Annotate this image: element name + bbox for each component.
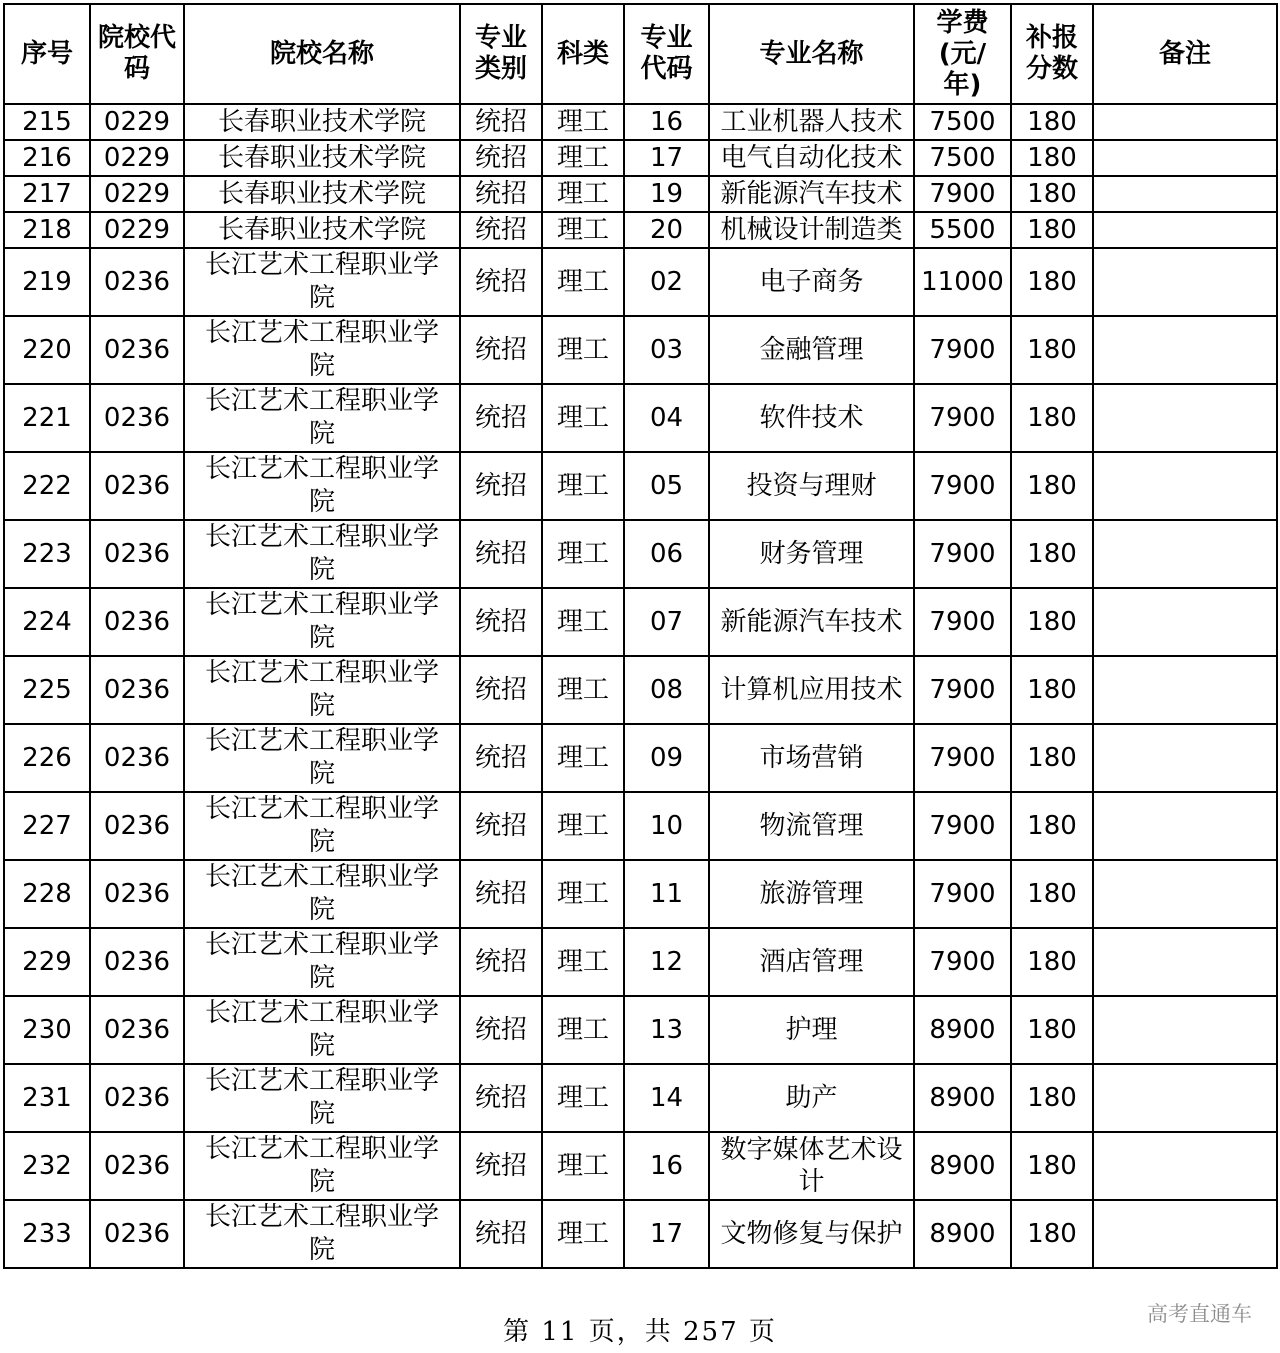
cell-major-name: 新能源汽车技术 (709, 588, 914, 656)
cell-major-code: 16 (624, 1132, 709, 1200)
cell-school-code: 0236 (90, 656, 184, 724)
header-subject: 科类 (542, 4, 624, 104)
cell-score: 180 (1011, 588, 1093, 656)
table-row (4, 104, 1277, 140)
cell-tuition: 7900 (914, 588, 1011, 656)
cell-remark (1093, 248, 1277, 316)
cell-major-code: 02 (624, 248, 709, 316)
cell-school-name: 长江艺术工程职业学院 (184, 860, 460, 928)
cell-tuition: 7500 (914, 104, 1011, 140)
cell-subject: 理工 (542, 860, 624, 928)
table-row (4, 1064, 1277, 1132)
table-row (4, 860, 1277, 928)
cell-major-category: 统招 (460, 928, 542, 996)
cell-school-name: 长江艺术工程职业学院 (184, 1132, 460, 1200)
table-row (4, 792, 1277, 860)
cell-seq: 227 (4, 792, 90, 860)
table-row (4, 384, 1277, 452)
cell-major-category: 统招 (460, 588, 542, 656)
cell-seq: 232 (4, 1132, 90, 1200)
cell-major-category: 统招 (460, 996, 542, 1064)
cell-seq: 216 (4, 140, 90, 176)
cell-school-name: 长江艺术工程职业学院 (184, 452, 460, 520)
cell-school-name: 长江艺术工程职业学院 (184, 588, 460, 656)
cell-major-category: 统招 (460, 176, 542, 212)
admissions-table-wrapper (3, 3, 1278, 1269)
cell-school-code: 0236 (90, 996, 184, 1064)
cell-major-code: 07 (624, 588, 709, 656)
cell-major-category: 统招 (460, 1200, 542, 1268)
cell-seq: 231 (4, 1064, 90, 1132)
cell-major-code: 13 (624, 996, 709, 1064)
header-row (4, 4, 1277, 104)
table-row (4, 1200, 1277, 1268)
cell-tuition: 7900 (914, 316, 1011, 384)
cell-score: 180 (1011, 452, 1093, 520)
cell-school-code: 0236 (90, 248, 184, 316)
cell-seq: 229 (4, 928, 90, 996)
cell-score: 180 (1011, 656, 1093, 724)
cell-major-code: 11 (624, 860, 709, 928)
cell-major-name: 酒店管理 (709, 928, 914, 996)
cell-subject: 理工 (542, 1132, 624, 1200)
cell-remark (1093, 140, 1277, 176)
cell-school-name: 长春职业技术学院 (184, 140, 460, 176)
cell-remark (1093, 520, 1277, 588)
cell-subject: 理工 (542, 212, 624, 248)
cell-major-code: 12 (624, 928, 709, 996)
cell-seq: 233 (4, 1200, 90, 1268)
cell-seq: 230 (4, 996, 90, 1064)
cell-tuition: 8900 (914, 1064, 1011, 1132)
cell-subject: 理工 (542, 724, 624, 792)
cell-score: 180 (1011, 792, 1093, 860)
cell-school-code: 0236 (90, 384, 184, 452)
cell-school-name: 长江艺术工程职业学院 (184, 792, 460, 860)
cell-remark (1093, 996, 1277, 1064)
cell-remark (1093, 1064, 1277, 1132)
cell-school-code: 0236 (90, 1132, 184, 1200)
header-tuition: 学费(元/年) (914, 4, 1011, 104)
cell-tuition: 7900 (914, 520, 1011, 588)
cell-tuition: 7900 (914, 656, 1011, 724)
cell-major-name: 机械设计制造类 (709, 212, 914, 248)
cell-major-code: 19 (624, 176, 709, 212)
cell-major-name: 投资与理财 (709, 452, 914, 520)
cell-school-name: 长江艺术工程职业学院 (184, 656, 460, 724)
cell-school-name: 长江艺术工程职业学院 (184, 316, 460, 384)
cell-seq: 225 (4, 656, 90, 724)
cell-tuition: 7900 (914, 724, 1011, 792)
cell-tuition: 7900 (914, 176, 1011, 212)
table-row (4, 1132, 1277, 1200)
table-row (4, 520, 1277, 588)
cell-major-code: 04 (624, 384, 709, 452)
cell-subject: 理工 (542, 1064, 624, 1132)
cell-school-name: 长江艺术工程职业学院 (184, 724, 460, 792)
table-row (4, 212, 1277, 248)
cell-major-name: 新能源汽车技术 (709, 176, 914, 212)
cell-major-category: 统招 (460, 520, 542, 588)
cell-seq: 217 (4, 176, 90, 212)
header-major-name: 专业名称 (709, 4, 914, 104)
cell-major-name: 计算机应用技术 (709, 656, 914, 724)
header-seq: 序号 (4, 4, 90, 104)
table-row (4, 248, 1277, 316)
header-major-code: 专业代码 (624, 4, 709, 104)
cell-major-code: 10 (624, 792, 709, 860)
cell-remark (1093, 104, 1277, 140)
cell-subject: 理工 (542, 1200, 624, 1268)
cell-seq: 224 (4, 588, 90, 656)
cell-remark (1093, 384, 1277, 452)
watermark-text: 高考直通车 (1147, 1302, 1252, 1326)
cell-major-category: 统招 (460, 656, 542, 724)
cell-major-name: 电气自动化技术 (709, 140, 914, 176)
cell-major-category: 统招 (460, 1064, 542, 1132)
table-row (4, 452, 1277, 520)
cell-major-code: 20 (624, 212, 709, 248)
cell-score: 180 (1011, 140, 1093, 176)
cell-major-name: 助产 (709, 1064, 914, 1132)
cell-school-code: 0229 (90, 212, 184, 248)
cell-major-name: 工业机器人技术 (709, 104, 914, 140)
cell-school-code: 0236 (90, 520, 184, 588)
cell-remark (1093, 176, 1277, 212)
cell-major-code: 05 (624, 452, 709, 520)
cell-subject: 理工 (542, 996, 624, 1064)
cell-score: 180 (1011, 724, 1093, 792)
cell-major-name: 物流管理 (709, 792, 914, 860)
cell-score: 180 (1011, 104, 1093, 140)
cell-tuition: 7900 (914, 860, 1011, 928)
cell-seq: 226 (4, 724, 90, 792)
cell-major-category: 统招 (460, 452, 542, 520)
cell-major-name: 财务管理 (709, 520, 914, 588)
cell-major-name: 市场营销 (709, 724, 914, 792)
cell-school-code: 0236 (90, 792, 184, 860)
cell-school-code: 0236 (90, 1200, 184, 1268)
cell-score: 180 (1011, 316, 1093, 384)
cell-school-code: 0229 (90, 140, 184, 176)
cell-seq: 221 (4, 384, 90, 452)
cell-school-code: 0236 (90, 452, 184, 520)
cell-subject: 理工 (542, 452, 624, 520)
cell-major-name: 数字媒体艺术设计 (709, 1132, 914, 1200)
cell-major-category: 统招 (460, 1132, 542, 1200)
cell-subject: 理工 (542, 176, 624, 212)
cell-school-code: 0236 (90, 316, 184, 384)
header-school-name: 院校名称 (184, 4, 460, 104)
table-row (4, 656, 1277, 724)
cell-school-name: 长江艺术工程职业学院 (184, 520, 460, 588)
cell-major-category: 统招 (460, 248, 542, 316)
cell-score: 180 (1011, 1132, 1093, 1200)
cell-subject: 理工 (542, 656, 624, 724)
cell-remark (1093, 212, 1277, 248)
cell-major-code: 16 (624, 104, 709, 140)
cell-subject: 理工 (542, 248, 624, 316)
cell-remark (1093, 316, 1277, 384)
table-row (4, 928, 1277, 996)
cell-score: 180 (1011, 860, 1093, 928)
cell-major-category: 统招 (460, 212, 542, 248)
cell-school-name: 长春职业技术学院 (184, 104, 460, 140)
cell-subject: 理工 (542, 140, 624, 176)
cell-remark (1093, 1132, 1277, 1200)
cell-remark (1093, 452, 1277, 520)
table-row (4, 996, 1277, 1064)
cell-remark (1093, 588, 1277, 656)
cell-school-name: 长春职业技术学院 (184, 176, 460, 212)
cell-score: 180 (1011, 996, 1093, 1064)
cell-tuition: 7900 (914, 452, 1011, 520)
cell-seq: 220 (4, 316, 90, 384)
cell-tuition: 8900 (914, 1200, 1011, 1268)
cell-remark (1093, 792, 1277, 860)
cell-school-name: 长江艺术工程职业学院 (184, 384, 460, 452)
header-school-code: 院校代码 (90, 4, 184, 104)
cell-seq: 228 (4, 860, 90, 928)
cell-major-category: 统招 (460, 384, 542, 452)
cell-seq: 218 (4, 212, 90, 248)
cell-school-code: 0229 (90, 104, 184, 140)
cell-school-code: 0236 (90, 860, 184, 928)
cell-score: 180 (1011, 1064, 1093, 1132)
cell-remark (1093, 860, 1277, 928)
header-major-category: 专业类别 (460, 4, 542, 104)
cell-subject: 理工 (542, 588, 624, 656)
table-row (4, 588, 1277, 656)
cell-major-name: 金融管理 (709, 316, 914, 384)
cell-major-code: 09 (624, 724, 709, 792)
cell-major-code: 17 (624, 140, 709, 176)
cell-seq: 222 (4, 452, 90, 520)
cell-major-category: 统招 (460, 104, 542, 140)
cell-tuition: 7900 (914, 384, 1011, 452)
cell-score: 180 (1011, 176, 1093, 212)
cell-seq: 215 (4, 104, 90, 140)
cell-tuition: 8900 (914, 996, 1011, 1064)
cell-major-code: 03 (624, 316, 709, 384)
cell-score: 180 (1011, 520, 1093, 588)
cell-score: 180 (1011, 384, 1093, 452)
cell-major-name: 文物修复与保护 (709, 1200, 914, 1268)
admissions-table (3, 3, 1278, 1269)
cell-school-name: 长春职业技术学院 (184, 212, 460, 248)
table-row (4, 140, 1277, 176)
cell-major-category: 统招 (460, 860, 542, 928)
cell-subject: 理工 (542, 928, 624, 996)
cell-major-code: 17 (624, 1200, 709, 1268)
cell-remark (1093, 724, 1277, 792)
cell-school-name: 长江艺术工程职业学院 (184, 928, 460, 996)
cell-school-name: 长江艺术工程职业学院 (184, 248, 460, 316)
cell-major-name: 电子商务 (709, 248, 914, 316)
cell-subject: 理工 (542, 792, 624, 860)
cell-school-code: 0236 (90, 928, 184, 996)
cell-subject: 理工 (542, 520, 624, 588)
cell-major-name: 护理 (709, 996, 914, 1064)
cell-major-code: 06 (624, 520, 709, 588)
cell-score: 180 (1011, 1200, 1093, 1268)
cell-score: 180 (1011, 212, 1093, 248)
cell-seq: 219 (4, 248, 90, 316)
table-row (4, 176, 1277, 212)
cell-school-code: 0236 (90, 588, 184, 656)
cell-remark (1093, 928, 1277, 996)
cell-tuition: 8900 (914, 1132, 1011, 1200)
table-body (4, 104, 1277, 1268)
table-row (4, 316, 1277, 384)
cell-major-name: 软件技术 (709, 384, 914, 452)
cell-major-code: 08 (624, 656, 709, 724)
cell-subject: 理工 (542, 104, 624, 140)
cell-tuition: 11000 (914, 248, 1011, 316)
cell-tuition: 7500 (914, 140, 1011, 176)
cell-major-name: 旅游管理 (709, 860, 914, 928)
cell-score: 180 (1011, 248, 1093, 316)
header-score: 补报分数 (1011, 4, 1093, 104)
cell-major-category: 统招 (460, 140, 542, 176)
cell-school-code: 0229 (90, 176, 184, 212)
cell-major-code: 14 (624, 1064, 709, 1132)
cell-major-category: 统招 (460, 792, 542, 860)
cell-major-category: 统招 (460, 316, 542, 384)
cell-seq: 223 (4, 520, 90, 588)
cell-school-name: 长江艺术工程职业学院 (184, 1064, 460, 1132)
cell-subject: 理工 (542, 316, 624, 384)
table-row (4, 724, 1277, 792)
cell-major-category: 统招 (460, 724, 542, 792)
cell-school-name: 长江艺术工程职业学院 (184, 1200, 460, 1268)
cell-remark (1093, 656, 1277, 724)
page-number-footer: 第 11 页，共 257 页 (503, 1317, 777, 1347)
header-remark: 备注 (1093, 4, 1277, 104)
cell-remark (1093, 1200, 1277, 1268)
cell-score: 180 (1011, 928, 1093, 996)
cell-tuition: 5500 (914, 212, 1011, 248)
cell-school-code: 0236 (90, 724, 184, 792)
cell-school-name: 长江艺术工程职业学院 (184, 996, 460, 1064)
cell-tuition: 7900 (914, 928, 1011, 996)
cell-tuition: 7900 (914, 792, 1011, 860)
cell-subject: 理工 (542, 384, 624, 452)
cell-school-code: 0236 (90, 1064, 184, 1132)
